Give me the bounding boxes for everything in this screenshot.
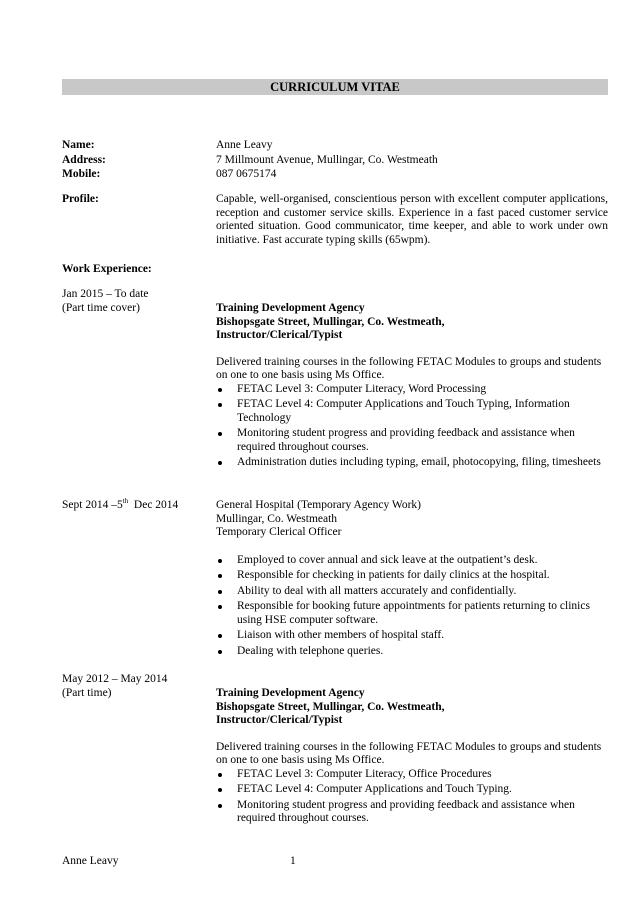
address-label: Address: bbox=[62, 154, 106, 166]
job-3-employer: Training Development Agency bbox=[216, 687, 365, 699]
job-3-note: (Part time) bbox=[62, 687, 112, 699]
job-3-location: Bishopsgate Street, Mullingar, Co. Westmeath, bbox=[216, 700, 445, 713]
list-item: FETAC Level 3: Computer Literacy, Office Procedures bbox=[216, 768, 608, 782]
job-2-location: Mullingar, Co. Westmeath bbox=[216, 512, 338, 525]
job-3-role: Instructor/Clerical/Typist bbox=[216, 714, 343, 726]
job-1-location: Bishopsgate Street, Mullingar, Co. Westmeath, bbox=[216, 315, 445, 328]
mobile-label: Mobile: bbox=[62, 168, 101, 180]
list-item: Responsible for checking in patients for daily clinics at the hospital. bbox=[216, 569, 608, 583]
job-2-date-start: Sept 2014 –5 bbox=[62, 499, 123, 511]
job-2-details bbox=[216, 499, 608, 660]
job-2-date-sup: th bbox=[122, 497, 129, 506]
job-2-date bbox=[62, 499, 212, 513]
address-value: 7 Millmount Avenue, Mullingar, Co. Westmeath bbox=[216, 154, 438, 166]
mobile-value: 087 0675174 bbox=[216, 168, 277, 180]
job-1-employer: Training Development Agency bbox=[216, 302, 365, 314]
job-1-details bbox=[216, 302, 608, 472]
profile-label: Profile: bbox=[62, 193, 99, 205]
list-item: FETAC Level 3: Computer Literacy, Word Processing bbox=[216, 383, 608, 397]
list-item: FETAC Level 4: Computer Applications and Touch Typing. bbox=[216, 783, 608, 797]
footer-name: Anne Leavy bbox=[62, 855, 119, 867]
list-item: Dealing with telephone queries. bbox=[216, 645, 608, 659]
job-2-date-end: Dec 2014 bbox=[128, 499, 179, 511]
list-item: Employed to cover annual and sick leave at the outpatient’s desk. bbox=[216, 554, 608, 568]
list-item: Ability to deal with all matters accurately and confidentially. bbox=[216, 585, 608, 599]
job-2-duties-list bbox=[216, 554, 608, 659]
job-1-role: Instructor/Clerical/Typist bbox=[216, 329, 343, 341]
list-item: Administration duties including typing, email, photocopying, filing, timesheets bbox=[216, 456, 608, 470]
job-1-intro: Delivered training courses in the following FETAC Modules to groups and students on one to one basis using Ms Office. bbox=[216, 355, 602, 381]
name-value: Anne Leavy bbox=[216, 139, 273, 151]
page-number: 1 bbox=[290, 855, 296, 867]
job-2-employer: General Hospital (Temporary Agency Work) bbox=[216, 499, 421, 511]
job-3-details bbox=[216, 687, 608, 828]
job-3-intro: Delivered training courses in the following FETAC Modules to groups and students on one to one basis using Ms Office. bbox=[216, 740, 602, 766]
list-item: Liaison with other members of hospital staff. bbox=[216, 629, 608, 643]
profile-text: Capable, well-organised, conscientious person with excellent computer applications, reception and customer service skills. Experience in a fast paced customer service oriented situation. Good communicator, time keeper, and able to work under own initiative. Fast accurate typing skills (65wpm). bbox=[216, 193, 608, 246]
job-1-duties-list bbox=[216, 383, 608, 470]
name-label: Name: bbox=[62, 139, 95, 151]
list-item: Monitoring student progress and providing feedback and assistance when required throughout courses. bbox=[216, 799, 608, 826]
job-3-duties-list bbox=[216, 768, 608, 826]
job-1-date: Jan 2015 – To date bbox=[62, 288, 149, 300]
list-item: Monitoring student progress and providing feedback and assistance when required throughout courses. bbox=[216, 427, 608, 454]
document-title: CURRICULUM VITAE bbox=[62, 79, 608, 95]
job-1-note: (Part time cover) bbox=[62, 302, 140, 314]
job-3-date: May 2012 – May 2014 bbox=[62, 673, 168, 685]
list-item: Responsible for booking future appointments for patients returning to clinics using HSE computer software. bbox=[216, 600, 608, 627]
list-item: FETAC Level 4: Computer Applications and Touch Typing, Information Technology bbox=[216, 398, 608, 425]
work-experience-heading: Work Experience: bbox=[62, 263, 152, 275]
job-2-role: Temporary Clerical Officer bbox=[216, 526, 342, 538]
